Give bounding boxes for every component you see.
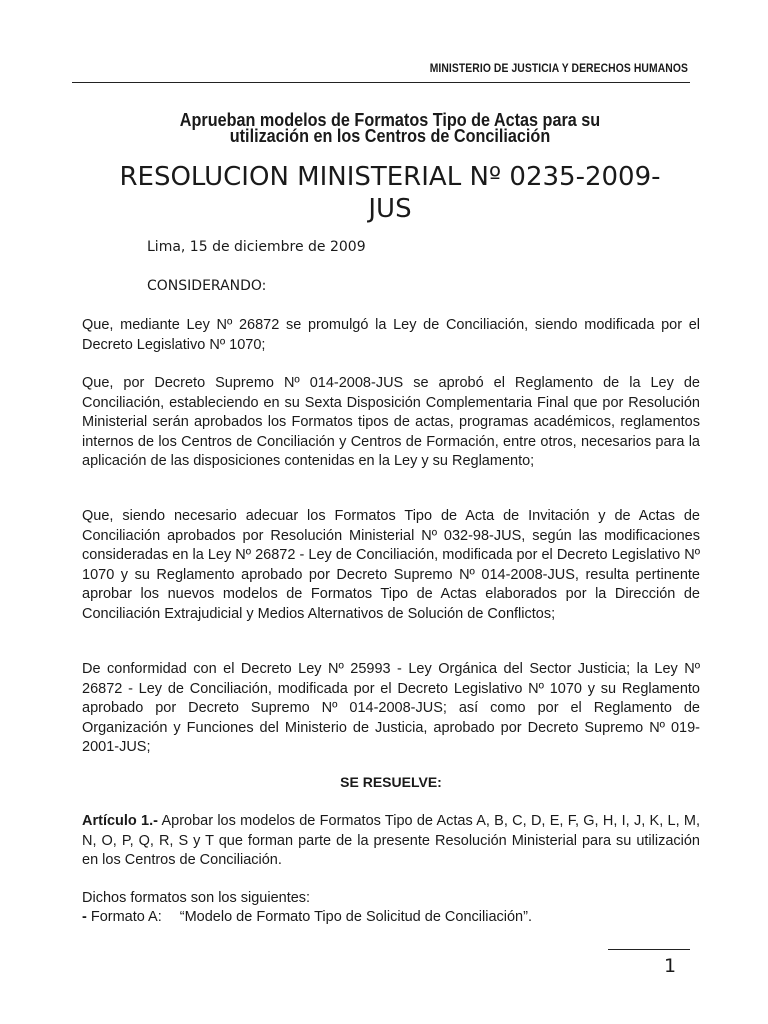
page-number: 1 [664,955,677,977]
article-1-text: Aprobar los modelos de Formatos Tipo de Actas A, B, C, D, E, F, G, H, I, J, K, L, M, N, O, P, Q, R, S y T que forman parte de la presente Resolución Ministerial para su utilización en los Centros de Conciliación. [82,813,700,868]
resolution-heading [110,161,670,225]
paragraph-4: De conformidad con el Decreto Ley Nº 25993 - Ley Orgánica del Sector Justicia; la Ley Nº 26872 - Ley de Conciliación, modificada por el Decreto Legislativo Nº 1070 y su Reglamento aprobado por Decreto Supremo Nº 014-2008-JUS; así como por el Reglamento de Organización y Funciones del Ministerio de Justicia, aprobado por Decreto Supremo Nº 019-2001-JUS; [82,661,700,755]
footer-divider [608,949,690,950]
article-1-label: Artículo 1.- [82,813,158,829]
document-title [147,112,633,144]
document-title-line-1: Aprueban modelos de Formatos Tipo de Actas para su [179,110,601,130]
header-divider [72,82,690,83]
resolution-heading-line-1: RESOLUCION MINISTERIAL Nº 0235-2009- [119,162,661,192]
paragraph-2: Que, por Decreto Supremo Nº 014-2008-JUS se aprobó el Reglamento de la Ley de Conciliación, estableciendo en su Sexta Disposición Complementaria Final que por Resolución Ministerial serán aprobados los Formatos tipos de actas, programas académicos, reglamentos internos de los Centros de Conciliación y Centros de Formación, entre otros, necesarios para la aplicación de las disposiciones contenidas en la Ley y su Reglamento; [82,375,700,469]
paragraph-3: Que, siendo necesario adecuar los Formatos Tipo de Acta de Invitación y de Actas de Conciliación aprobados por Resolución Ministerial Nº 032-98-JUS, según las modificaciones consideradas en la Ley Nº 26872 - Ley de Conciliación, modificada por el Decreto Legislativo Nº 1070 y su Reglamento aprobado por Decreto Supremo Nº 014-2008-JUS, resulta pertinente aprobar los nuevos modelos de Formatos Tipo de Actas elaborados por la Dirección de Conciliación Extrajudicial y Medios Alternativos de Solución de Conflictos; [82,508,700,622]
date-line: Lima, 15 de diciembre de 2009 [147,239,366,255]
list-dash: - [82,909,87,925]
document-title-line-2: utilización en los Centros de Conciliación [229,126,551,146]
format-a-label: Formato A: [90,909,162,925]
resolution-heading-line-2: JUS [368,194,412,224]
formats-intro: Dichos formatos son los siguientes: [82,890,311,906]
format-a-text: “Modelo de Formato Tipo de Solicitud de Conciliación”. [179,909,532,925]
article-1 [82,812,700,871]
considerando-heading: CONSIDERANDO: [147,278,267,294]
se-resuelve-heading: SE RESUELVE: [340,774,442,790]
paragraph-1: Que, mediante Ley Nº 26872 se promulgó la Ley de Conciliación, siendo modificada por el Decreto Legislativo Nº 1070; [82,317,700,353]
format-a-item [82,909,532,925]
ministry-header: MINISTERIO DE JUSTICIA Y DERECHOS HUMANOS [429,63,688,75]
